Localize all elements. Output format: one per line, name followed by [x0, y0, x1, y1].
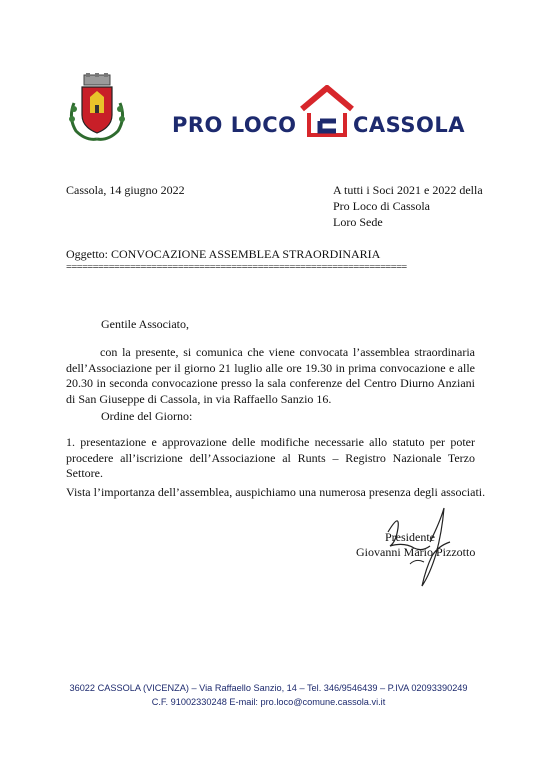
recipient-line: Pro Loco di Cassola	[333, 199, 430, 213]
recipient-block	[333, 182, 483, 230]
logo-text-left: PRO LOCO	[172, 113, 297, 137]
municipal-crest-icon	[66, 73, 128, 143]
recipient-line: A tutti i Soci 2021 e 2022 della	[333, 183, 483, 197]
body-paragraph	[66, 345, 475, 407]
handwritten-signature	[370, 502, 480, 590]
separator-rule: ================================================================	[66, 262, 407, 273]
closing-sentence: Vista l’importanza dell’assemblea, auspichiamo una numerosa presenza degli associati.	[66, 485, 486, 499]
greeting: Gentile Associato,	[101, 317, 189, 331]
signature-name: Giovanni Mario Pizzotto	[356, 545, 476, 559]
agenda-title: Ordine del Giorno:	[101, 409, 193, 423]
footer-contacts: C.F. 91002330248 E-mail: pro.loco@comune.cassola.vi.it	[151, 697, 386, 707]
footer-address: 36022 CASSOLA (VICENZA) – Via Raffaello Sanzio, 14 – Tel. 346/9546439 – P.IVA 02093390249	[69, 683, 468, 693]
signature-role: Presidente	[385, 530, 435, 544]
letter-subject: Oggetto: CONVOCAZIONE ASSEMBLEA STRAORDINARIA	[66, 247, 381, 261]
pro-loco-logo	[172, 85, 472, 139]
agenda-item: 1. presentazione e approvazione delle modifiche necessarie allo statuto per poter procedere all’iscrizione dell’Associazione al Runts – Registro Nazionale Terzo Settore.	[66, 435, 475, 480]
house-logo-icon	[298, 85, 356, 139]
letter-date: Cassola, 14 giugno 2022	[66, 183, 185, 197]
body-text: con la presente, si comunica che viene convocata l’assemblea straordinaria dell’Associazione per il giorno 21 luglio alle ore 19.30 in prima convocazione e alle 20.30 in seconda convocazione presso la sala conferenze del Centro Diurno Anziani di San Giuseppe di Cassola, in via Raffaello Sanzio 16.	[66, 345, 475, 406]
recipient-line: Loro Sede	[333, 215, 383, 229]
logo-text-right: CASSOLA	[353, 113, 465, 137]
